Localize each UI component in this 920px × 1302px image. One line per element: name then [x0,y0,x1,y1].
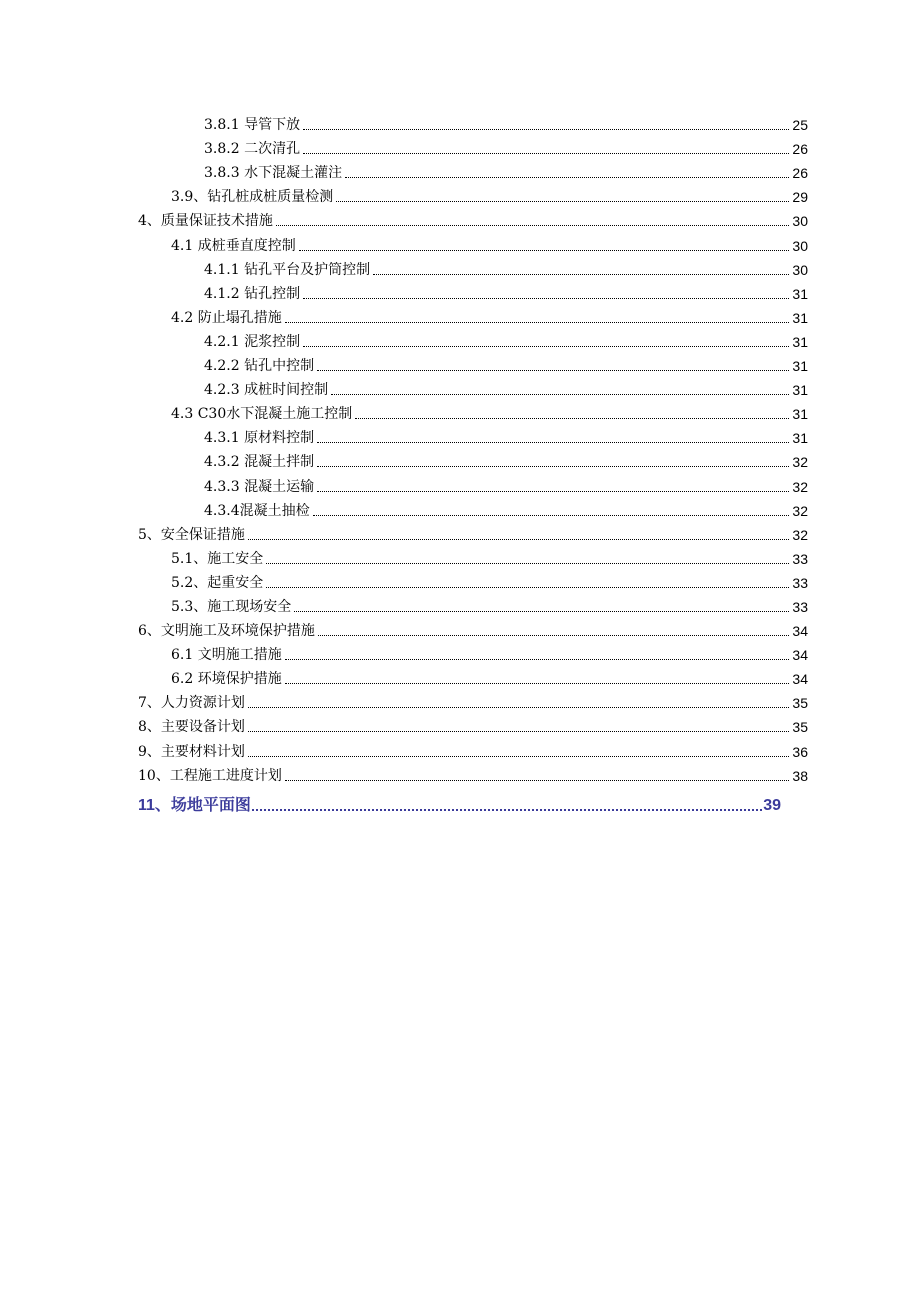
toc-dot-leader [318,635,790,636]
toc-entry-label: 7、人力资源计划 [138,695,245,712]
toc-entry[interactable] [0,401,920,425]
toc-entry[interactable] [0,136,920,160]
toc-dot-leader [285,780,790,781]
toc-entry-label: 4.3.3 混凝土运输 [204,478,315,495]
toc-entry-label: 3.8.1 导管下放 [204,117,301,134]
table-of-contents [0,112,920,815]
toc-page-number: 36 [792,743,808,760]
toc-page-number: 32 [792,478,808,495]
toc-entry-label: 6、文明施工及环境保护措施 [138,623,315,640]
toc-dot-leader [248,756,790,757]
toc-page-number: 31 [792,333,808,350]
toc-dot-leader [373,274,789,275]
toc-entry[interactable] [0,763,920,787]
toc-page-number: 35 [792,719,808,736]
toc-dot-leader [285,659,790,660]
toc-page-number: 26 [792,141,808,158]
toc-entry-label: 9、主要材料计划 [138,743,245,760]
toc-entry-label: 3.8.2 二次清孔 [204,141,301,158]
toc-page-number: 32 [792,454,808,471]
toc-page-number: 34 [792,647,808,664]
toc-entry[interactable] [0,329,920,353]
toc-entry-label: 4.1.2 钻孔控制 [204,285,301,302]
toc-entry-label: 4.3.4混凝土抽检 [204,502,310,519]
toc-entry[interactable] [0,425,920,449]
toc-page-number: 31 [792,382,808,399]
toc-page-number: 33 [792,598,808,615]
toc-entry-label: 8、主要设备计划 [138,719,245,736]
toc-entry[interactable] [0,112,920,136]
toc-dot-leader [313,515,790,516]
toc-dot-leader [317,442,789,443]
toc-entry-site-plan[interactable] [0,787,920,815]
toc-entry[interactable] [0,522,920,546]
toc-entry[interactable] [0,257,920,281]
toc-entry-label: 5.1、施工安全 [171,550,264,567]
toc-entry[interactable] [0,738,920,762]
toc-entry-label: 10、工程施工进度计划 [138,767,282,784]
toc-entry-label: 5.3、施工现场安全 [171,598,292,615]
toc-entry[interactable] [0,618,920,642]
toc-dot-leader [317,370,789,371]
toc-entry-label: 4.1.1 钻孔平台及护筒控制 [204,261,371,278]
toc-entry-label: 4.2.1 泥浆控制 [204,333,301,350]
toc-page-number: 26 [792,165,808,182]
toc-page-number: 34 [792,623,808,640]
toc-page-number: 31 [792,309,808,326]
toc-page-number: 30 [792,213,808,230]
toc-entry-label: 3.8.3 水下混凝土灌注 [204,165,343,182]
toc-dot-leader [248,539,790,540]
toc-dot-leader [336,201,789,202]
toc-page-number: 32 [792,526,808,543]
toc-dot-leader [276,225,790,226]
toc-entry-label: 4.1 成桩垂直度控制 [171,237,296,254]
toc-entry[interactable] [0,498,920,522]
toc-dot-leader [331,394,789,395]
toc-page-number: 33 [792,574,808,591]
toc-page-number: 30 [792,237,808,254]
toc-dot-leader [355,418,789,419]
toc-entry-label: 5、安全保证措施 [138,526,245,543]
toc-entry[interactable] [0,232,920,256]
toc-dot-leader [266,563,789,564]
toc-entry[interactable] [0,353,920,377]
toc-entry[interactable] [0,642,920,666]
toc-dot-leader [248,731,790,732]
toc-dot-leader [303,298,789,299]
toc-entry-label: 5.2、起重安全 [171,574,264,591]
toc-entry-label: 4.3.2 混凝土拌制 [204,454,315,471]
toc-dot-leader [294,611,789,612]
toc-entry-label: 6.1 文明施工措施 [171,647,282,664]
toc-page-number: 39 [763,796,781,814]
toc-entry[interactable] [0,594,920,618]
toc-dot-leader [266,587,789,588]
toc-entry-label: 4.2.3 成桩时间控制 [204,382,329,399]
toc-entry[interactable] [0,160,920,184]
toc-entry[interactable] [0,690,920,714]
toc-page-number: 32 [792,502,808,519]
toc-dot-leader [303,153,789,154]
toc-dot-leader [285,322,790,323]
toc-entry[interactable] [0,281,920,305]
toc-dot-leader [248,707,790,708]
toc-page-number: 30 [792,261,808,278]
toc-page-number: 33 [792,550,808,567]
toc-page-number: 35 [792,695,808,712]
toc-dot-leader [252,809,762,811]
toc-entry[interactable] [0,666,920,690]
toc-dot-leader [285,683,790,684]
toc-page-number: 31 [792,285,808,302]
toc-dot-leader [303,129,789,130]
toc-dot-leader [345,177,789,178]
toc-entry[interactable] [0,377,920,401]
toc-dot-leader [303,346,789,347]
toc-entry[interactable] [0,473,920,497]
toc-entry-label: 6.2 环境保护措施 [171,671,282,688]
toc-page-number: 31 [792,406,808,423]
toc-page-number: 31 [792,430,808,447]
toc-entry-label: 4.2 防止塌孔措施 [171,309,282,326]
toc-entry-label: 4、质量保证技术措施 [138,213,273,230]
toc-entry-label: 11、场地平面图 [138,796,251,814]
toc-entry-label: 4.2.2 钻孔中控制 [204,358,315,375]
toc-dot-leader [299,250,790,251]
toc-entry[interactable] [0,305,920,329]
toc-entry[interactable] [0,184,920,208]
toc-page-number: 34 [792,671,808,688]
toc-dot-leader [317,491,789,492]
toc-entry-label: 4.3 C30水下混凝土施工控制 [171,406,353,423]
toc-page-number: 29 [792,189,808,206]
toc-entry[interactable] [0,449,920,473]
toc-entry[interactable] [0,714,920,738]
toc-page-number: 25 [792,117,808,134]
toc-entry[interactable] [0,208,920,232]
toc-entry-label: 4.3.1 原材料控制 [204,430,315,447]
toc-entry[interactable] [0,570,920,594]
toc-entry[interactable] [0,546,920,570]
toc-page-number: 38 [792,767,808,784]
toc-dot-leader [317,466,789,467]
toc-entry-label: 3.9、钻孔桩成桩质量检测 [171,189,334,206]
toc-page-number: 31 [792,358,808,375]
